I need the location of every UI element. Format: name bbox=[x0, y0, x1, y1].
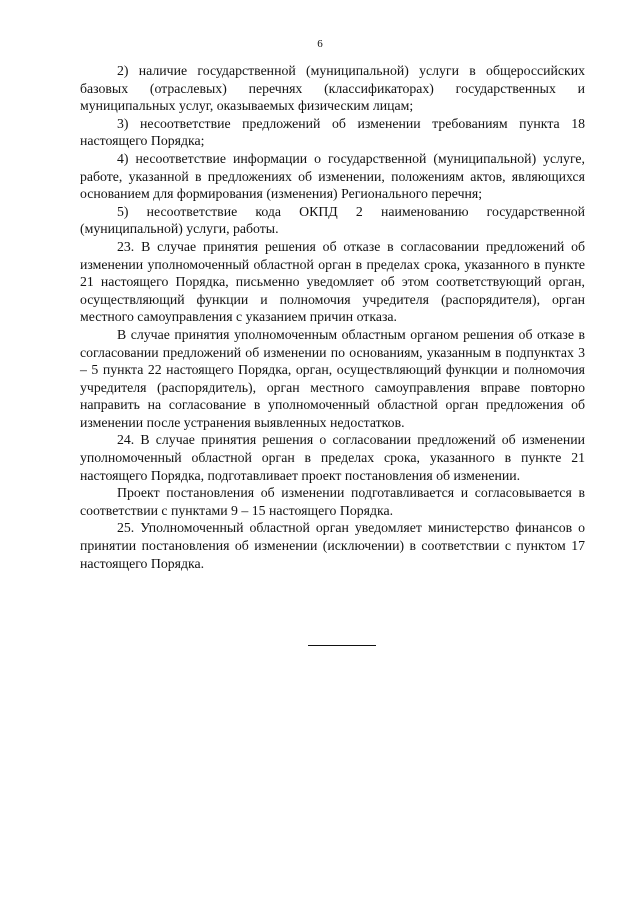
paragraph-clause-23: 23. В случае принятия решения об отказе в согласовании предложений об изменении уполномоченный областной орган в пределах срока, указанного в пункте 21 настоящего Порядка, письменно уведомляет об этом соответствующий орган, осуществляющий функции и полномочия учредителя (распорядителя), орган местного самоуправления с указанием причин отказа. bbox=[80, 238, 585, 325]
paragraph-subitem-3: 3) несоответствие предложений об изменении требованиям пункта 18 настоящего Порядка; bbox=[80, 115, 585, 149]
page-number: 6 bbox=[317, 38, 323, 50]
paragraph-subitem-4: 4) несоответствие информации о государственной (муниципальной) услуге, работе, указанной в предложениях об изменении, положениям актов, являющихся основанием для формирования (изменения) Регионального перечня; bbox=[80, 150, 585, 202]
paragraph-clause-25: 25. Уполномоченный областной орган уведомляет министерство финансов о принятии постановления об изменении (исключении) в соответствии с пунктом 17 настоящего Порядка. bbox=[80, 520, 585, 571]
paragraph-clause-24-continued: Проект постановления об изменении подготавливается и согласовывается в соответствии с пунктами 9 – 15 настоящего Порядка. bbox=[80, 485, 585, 518]
document-body bbox=[80, 62, 585, 572]
paragraph-clause-24: 24. В случае принятия решения о согласовании предложений об изменении уполномоченный областной орган в пределах срока, указанного в пункте 21 настоящего Порядка, подготавливает проект постановления об изменении. bbox=[80, 432, 585, 483]
end-of-document-separator bbox=[308, 645, 376, 646]
paragraph-subitem-2: 2) наличие государственной (муниципальной) услуги в общероссийских базовых (отраслевых) перечнях (классификаторах) государственных и муниципальных услуг, оказываемых физическим лицам; bbox=[80, 63, 585, 114]
paragraph-subitem-5: 5) несоответствие кода ОКПД 2 наименованию государственной (муниципальной) услуги, работы. bbox=[80, 203, 585, 237]
paragraph-clause-23-continued: В случае принятия уполномоченным областным органом решения об отказе в согласовании предложений об изменении по основаниям, указанным в подпунктах 3 – 5 пункта 22 настоящего Порядка, орган, осуществляющий функции и полномочия учредителя (распорядитель), орган местного самоуправления вправе повторно направить на согласование в уполномоченный областной орган предложения об изменении после устранения выявленных недостатков. bbox=[80, 326, 585, 430]
